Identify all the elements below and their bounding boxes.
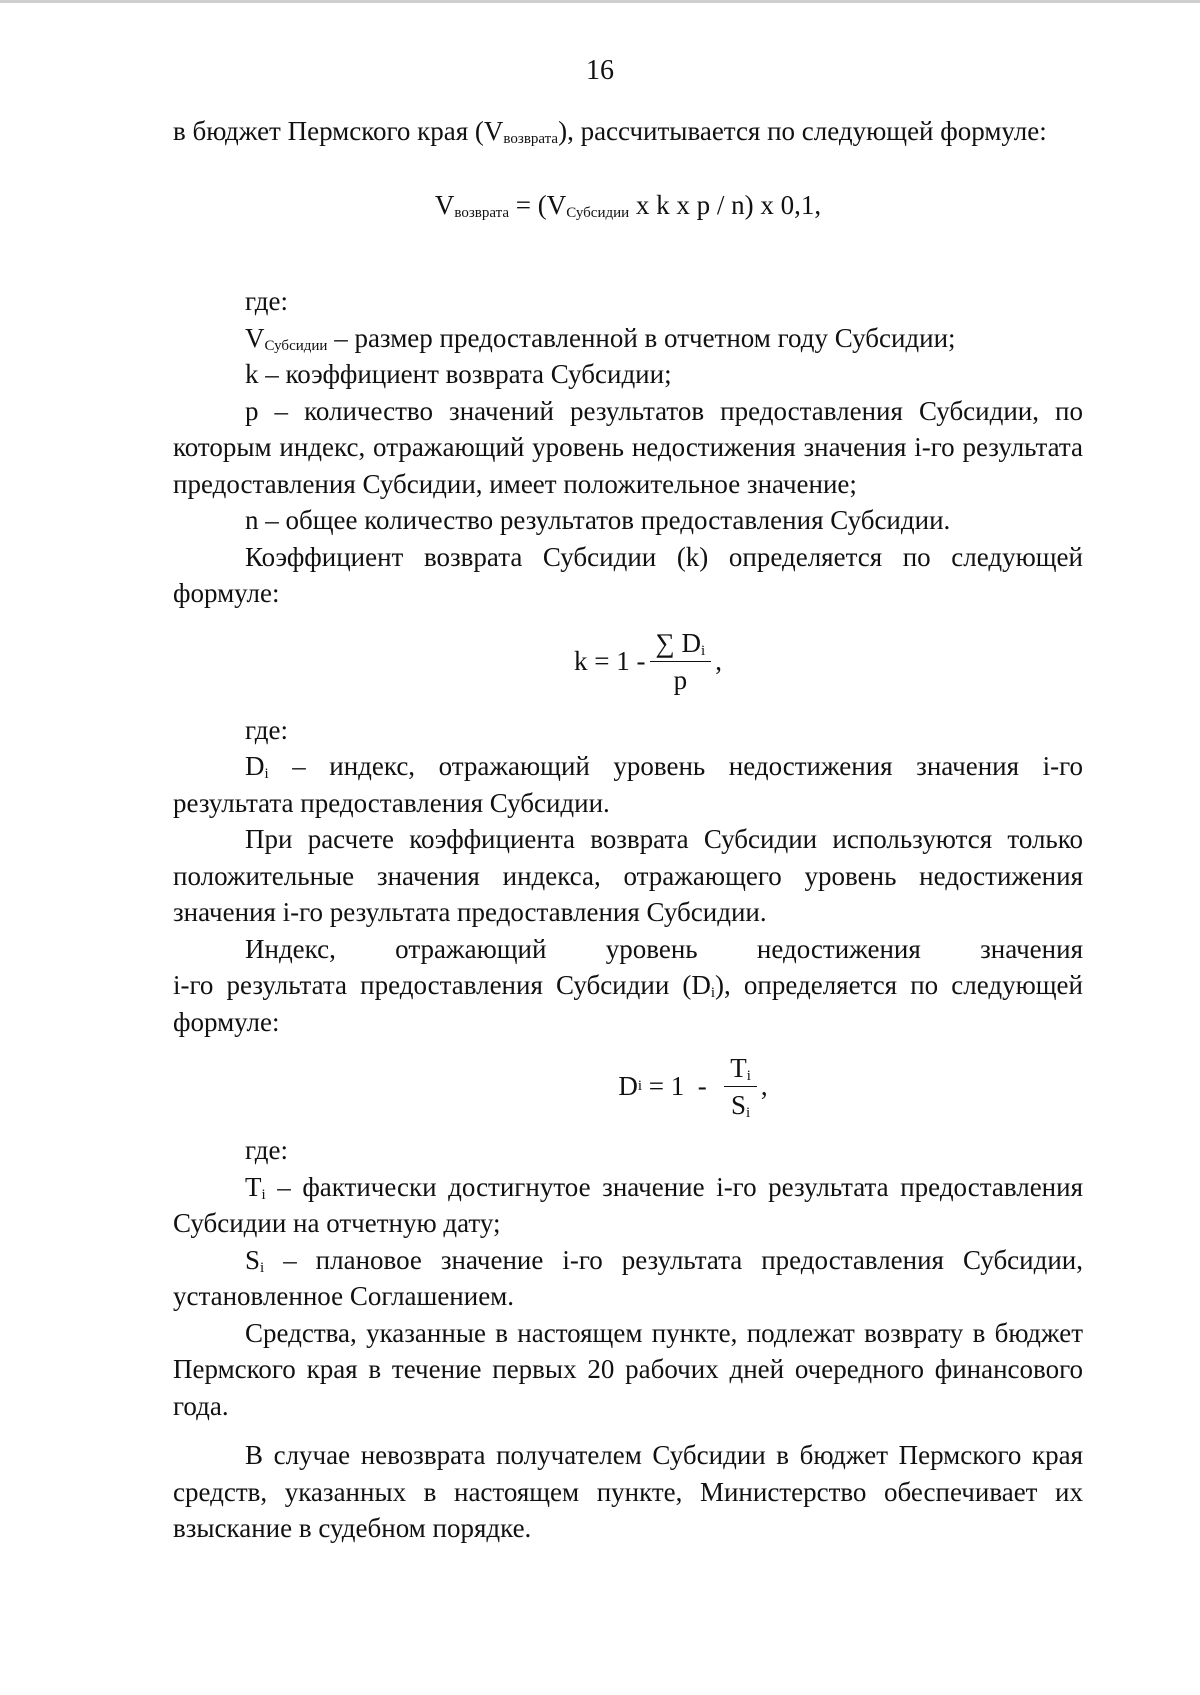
formula3-fraction — [724, 1050, 757, 1123]
definition-s — [173, 1242, 1083, 1315]
return-funds-paragraph: Средства, указанные в настоящем пункте, подлежат возврату в бюджет Пермского края в течение первых 20 рабочих дней очередного финансового года. — [173, 1317, 1083, 1421]
definition-d — [173, 748, 1083, 821]
formula-index-d: D i = 1 - $\frac{T_i}{S_i}$ , — [303, 1040, 1083, 1132]
def-s-text: – плановое значение i-го результата предоставления Субсидии, установленное Соглашением. — [173, 1244, 1083, 1311]
formula3-s: S — [730, 1089, 746, 1120]
formula3-equals: = 1 - — [642, 1070, 721, 1101]
scan-top-edge — [0, 0, 1200, 3]
d-intro-subscript: i — [710, 985, 716, 1001]
def-s-subscript: i — [260, 1259, 265, 1276]
def-v-subscript: Субсидии — [264, 337, 328, 354]
formula2-numerator — [650, 625, 712, 662]
page-number: 16 — [586, 55, 614, 86]
d-intro-pre: i-го результата предоставления Субсидии (D — [173, 970, 711, 1000]
formula1-v: V — [434, 189, 455, 220]
def-s-symbol: S — [245, 1244, 261, 1275]
def-t-text: – фактически достигнутое значение i-го результата предоставления Субсидии на отчетную дату; — [173, 1171, 1083, 1238]
intro-paragraph — [173, 113, 1083, 150]
def-t-symbol: T — [245, 1171, 262, 1202]
court-recovery-paragraph: В случае невозврата получателем Субсидии в бюджет Пермского края средств, указанных в настоящем пункте, Министерство обеспечивает их взыскание в судебном порядке. — [173, 1440, 1083, 1543]
formula1-rest: x k x p / n) x 0,1, — [629, 189, 822, 220]
def-t-subscript: i — [261, 1186, 266, 1203]
formula-return-amount — [173, 187, 1083, 224]
definition-n: n – общее количество результатов предоставления Субсидии. — [245, 505, 951, 535]
intro-text-pre: в бюджет Пермского края (V — [173, 116, 504, 146]
intro-subscript: возврата — [503, 131, 559, 147]
definition-k: k – коэффициент возврата Субсидии; — [245, 359, 672, 389]
where-label-2: где: — [245, 714, 288, 745]
def-v-symbol: V — [245, 322, 265, 353]
formula1-equals: = (V — [509, 189, 567, 220]
formula2-sum-d: ∑ D — [655, 628, 702, 658]
formula1-subsidy-subscript: Субсидии — [566, 204, 630, 221]
intro-text-post: ), рассчитывается по следующей формуле: — [558, 116, 1047, 146]
definition-v-subsidy — [173, 320, 1083, 357]
definition-t — [173, 1169, 1083, 1242]
formula3-denominator-subscript: i — [746, 1104, 751, 1121]
k-formula-intro: Коэффициент возврата Субсидии (k) определяется по следующей формуле: — [173, 541, 1083, 608]
def-d-symbol: D — [245, 751, 265, 781]
formula2-denominator: p — [673, 665, 688, 695]
formula3-denominator — [724, 1087, 757, 1123]
formula2-lhs: k = 1 - — [574, 646, 646, 677]
d-formula-intro-line1: Индекс, отражающий уровень недостижения значения — [245, 933, 1083, 964]
formula1-lhs-subscript: возврата — [454, 204, 509, 221]
d-intro-post: ), определяется по следующей формуле: — [173, 970, 1083, 1037]
def-d-subscript: i — [264, 766, 269, 782]
formula2-comma: , — [715, 646, 722, 677]
formula3-comma: , — [760, 1070, 768, 1101]
formula3-numerator — [724, 1050, 757, 1087]
formula3-numerator-subscript: i — [746, 1067, 751, 1084]
definition-p: p – количество значений результатов предоставления Субсидии, по которым индекс, отражающий уровень недостижения значения i-го результата предоставления Субсидии, имеет положительное значение; — [173, 395, 1083, 499]
formula3-d: D — [618, 1070, 638, 1101]
formula2-numerator-subscript: i — [701, 643, 706, 659]
where-label-1: где: — [245, 286, 288, 316]
document-body — [173, 113, 1083, 1547]
formula-coefficient-k — [213, 612, 1083, 712]
where-label-3: где: — [245, 1135, 288, 1165]
def-v-text: – размер предоставленной в отчетном году Субсидии; — [327, 322, 956, 353]
formula2-fraction — [650, 625, 712, 698]
def-d-text: – индекс, отражающий уровень недостижения значения i-го результата предоставления Субсидии. — [173, 751, 1083, 818]
positive-values-paragraph: При расчете коэффициента возврата Субсидии используются только положительные значения индекса, отражающего уровень недостижения значения i-го результата предоставления Субсидии. — [173, 824, 1083, 927]
formula3-t: T — [730, 1052, 747, 1083]
d-formula-intro-rest — [173, 967, 1083, 1040]
